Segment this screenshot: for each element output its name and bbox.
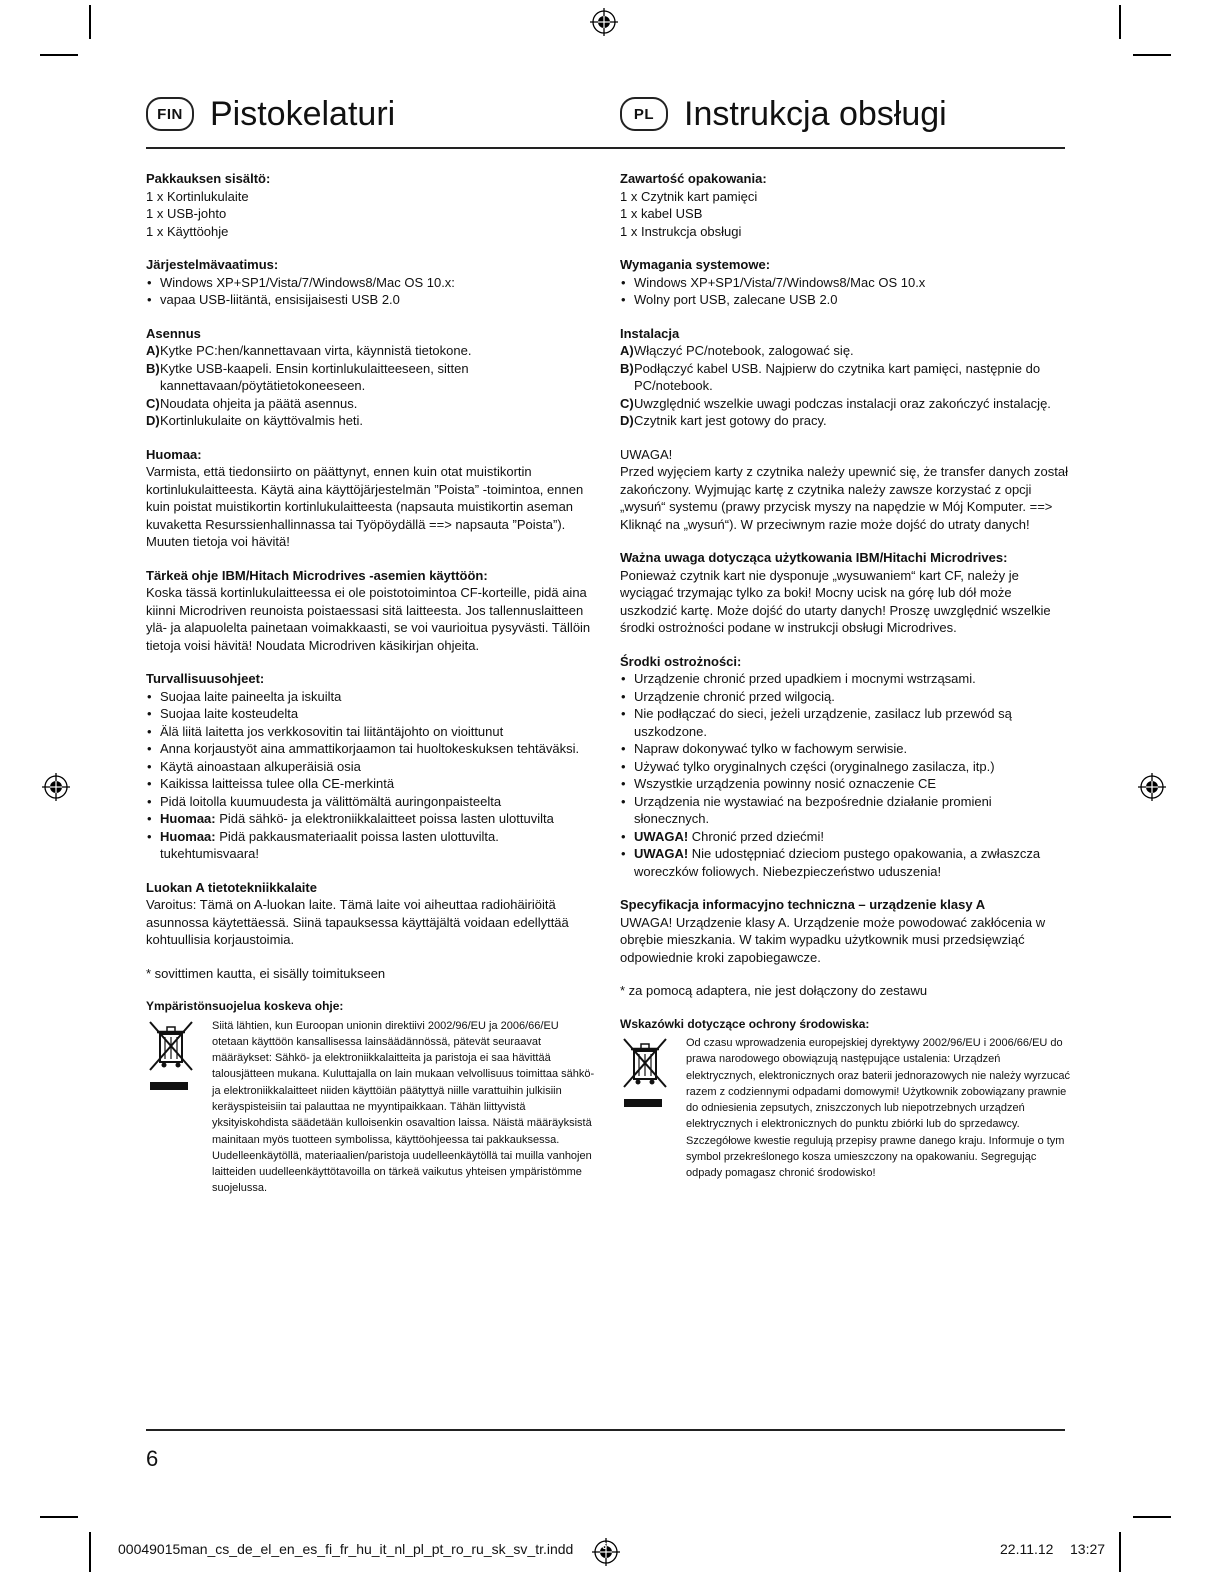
- footer-date: 22.11.12: [1000, 1541, 1054, 1557]
- environment-section: [620, 1016, 1070, 1182]
- system-requirements: [146, 256, 596, 309]
- registration-mark-icon: [42, 773, 70, 801]
- install-step: C) Uwzględnić wszelkie uwagi podczas instalacji oraz zakończyć instalację.: [620, 395, 1051, 411]
- list-item: • Urządzenie chronić przed wilgocią.: [620, 688, 1070, 706]
- list-item: • UWAGA! Chronić przed dziećmi!: [620, 828, 1070, 846]
- install-step: A) Włączyć PC/notebook, zalogować się.: [620, 343, 854, 358]
- section-heading: Tärkeä ohje IBM/Hitach Microdrives -asemien käyttöön:: [146, 567, 488, 583]
- crop-mark: [1133, 54, 1171, 56]
- list-item: • Urządzenia nie wystawiać na bezpośrednie działanie promieni słonecznych.: [620, 793, 1070, 828]
- paragraph: Przed wyjęciem karty z czytnika należy upewnić się, że transfer danych został zakończony. Wyjmując kartę z czytnika należy zawsze korzystać z opcji „wysuń“ systemu (prawy przycisk myszy na napędzie w Mój Komputer. ==> Kliknąć na „wysuń“). W przeciwnym razie może dojść do utraty danych!: [620, 464, 1068, 532]
- environment-section: [146, 998, 596, 1197]
- paragraph: * sovittimen kautta, ei sisälly toimitukseen: [146, 965, 386, 981]
- section-heading: Järjestelmävaatimus:: [146, 257, 279, 272]
- install-step: B) Podłączyć kabel USB. Najpierw do czytnika kart pamięci, następnie do PC/notebook.: [620, 360, 1041, 393]
- crop-mark: [1119, 5, 1121, 39]
- footer-page-ref: 6: [602, 1541, 608, 1551]
- section-heading: Wymagania systemowe:: [620, 257, 771, 272]
- list-item: • Wolny port USB, zalecane USB 2.0: [620, 291, 1070, 309]
- list-item: • Älä liitä laitetta jos verkkosovitin tai liitäntäjohto on vioittunut: [146, 723, 596, 741]
- package-contents: [620, 170, 1070, 240]
- pl-column: [620, 170, 1070, 1182]
- installation: [146, 325, 596, 430]
- fi-column: [146, 170, 596, 1197]
- paragraph: UWAGA! Urządzenie klasy A. Urządzenie może powodować zakłócenia w obrębie mieszkania. W takim wypadku użytkownik musi przedsięwziąć odpowiednie kroki zapobiegawcze.: [620, 914, 1046, 965]
- page-title: Pistokelaturi: [210, 94, 396, 133]
- paragraph: * za pomocą adaptera, nie jest dołączony do zestawu: [620, 983, 928, 998]
- list-item: • Windows XP+SP1/Vista/7/Windows8/Mac OS 10.x: [620, 274, 1070, 292]
- note-section: [146, 446, 596, 551]
- list-item: • Urządzenie chronić przed upadkiem i mocnymi wstrząsami.: [620, 670, 1070, 688]
- section-heading: Asennus: [146, 325, 201, 341]
- list-item: 1 x USB-johto: [146, 206, 227, 221]
- section-heading: Instalacja: [620, 325, 680, 341]
- adapter-note: [146, 965, 596, 983]
- note-section: [620, 446, 1070, 534]
- page-number: 6: [146, 1446, 159, 1471]
- list-item: • Anna korjaustyöt aina ammattikorjaamon tai huoltokeskuksen tehtäväksi.: [146, 740, 596, 758]
- crop-mark: [89, 5, 91, 39]
- safety-section: [146, 670, 596, 863]
- adapter-note: [620, 982, 1070, 1000]
- list-item: 1 x Czytnik kart pamięci: [620, 188, 758, 204]
- language-badge: PL: [620, 97, 668, 131]
- pl-header: [620, 92, 947, 136]
- list-item: • Wszystkie urządzenia powinny nosić oznaczenie CE: [620, 775, 1070, 793]
- list-item: • Suojaa laite paineelta ja iskuilta: [146, 688, 596, 706]
- footer-time: 13:27: [1070, 1541, 1106, 1557]
- install-step: D) Kortinlukulaite on käyttövalmis heti.: [146, 413, 364, 428]
- page-title: Instrukcja obsługi: [684, 94, 947, 133]
- list-item: • Käytä ainoastaan alkuperäisiä osia: [146, 758, 596, 776]
- list-item: • Huomaa: Pidä pakkausmateriaalit poissa lasten ulottuvilta. tukehtumisvaara!: [146, 828, 596, 863]
- list-item: • Suojaa laite kosteudelta: [146, 705, 596, 723]
- environment-text: Siitä lähtien, kun Euroopan unionin direktiivi 2002/96/EU ja 2006/66/EU otetaan käyttöön kansallisessa lainsäädännössä, pätevät seuraavat määräykset: Sähkö- ja elektroniikkalaitteita ja paristoja ei saa hävittää talousjätteen mukana. Kuluttajalla on lain mukaan velvollisuus toimittaa sähkö- ja elektroniikkalaitteet niiden käyttöiän päätyttyä niille varattuihin julkisiin keräyspisteisiin tai palauttaa ne myyntipaikkaan. Tähän liittyvistä yksityiskohdista säädetään kulloisenkin osavaltion laissa. Näistä määräyksistä mainitaan myös tuotteen symbolissa, käyttöohjeessa tai pakkauksessa. Uudelleenkäytöllä, materiaalien/paristoja uudelleenkäytöllä tai muilla vanhojen laitteiden uudelleenkäyttötavoilla on tärkeä vaikutus yhteisen ympäristömme suojelussa.: [212, 1019, 595, 1195]
- install-step: D) Czytnik kart jest gotowy do pracy.: [620, 413, 827, 428]
- section-heading: Ważna uwaga dotycząca użytkowania IBM/Hitachi Microdrives:: [620, 550, 1008, 565]
- install-step: B) Kytke USB-kaapeli. Ensin kortinlukulaitteeseen, sitten kannettavaan/pöytätietokoneeseen.: [146, 360, 469, 393]
- microdrive-section: [146, 567, 596, 655]
- package-contents: [146, 170, 596, 240]
- paragraph: Koska tässä kortinlukulaitteessa ei ole poistotoimintoa CF-korteille, pidä aina kiinni Microdriven reunoista poistaessasi sitä laitteesta. Jos tallennuslaitteen ylä- ja alapuolelta painetaan voimakkaasti, se voi vaurioitua pysyvästi. Tällöin tietoja voisi hävitä! Noudata Microdriven käsikirjan ohjeita.: [146, 585, 591, 653]
- list-item: • Pidä loitolla kuumuudesta ja välittömältä auringonpaisteelta: [146, 793, 596, 811]
- class-a-section: [146, 879, 596, 949]
- install-step: C) Noudata ohjeita ja päätä asennus.: [146, 395, 358, 411]
- list-item: 1 x Instrukcja obsługi: [620, 223, 742, 239]
- weee-bin-icon: [620, 1035, 686, 1182]
- crop-mark: [89, 1532, 91, 1572]
- section-heading: Turvallisuusohjeet:: [146, 671, 265, 686]
- section-heading: Pakkauksen sisältö:: [146, 171, 271, 186]
- crop-mark: [40, 54, 78, 56]
- list-item: 1 x Kortinlukulaite: [146, 188, 249, 204]
- class-a-section: [620, 896, 1070, 966]
- section-heading: Huomaa:: [146, 446, 202, 462]
- section-heading: UWAGA!: [620, 446, 673, 462]
- header-rule: [146, 147, 1065, 149]
- system-requirements: [620, 256, 1070, 309]
- section-heading: Zawartość opakowania:: [620, 171, 767, 186]
- install-step: A) Kytke PC:hen/kannettavaan virta, käynnistä tietokone.: [146, 343, 472, 358]
- list-item: • Napraw dokonywać tylko w fachowym serwisie.: [620, 740, 1070, 758]
- list-item: 1 x kabel USB: [620, 206, 703, 221]
- section-heading: Ympäristönsuojelua koskeva ohje:: [146, 999, 344, 1013]
- footer-filename: 00049015man_cs_de_el_en_es_fi_fr_hu_it_nl_pl_pt_ro_ru_sk_sv_tr.indd: [118, 1541, 574, 1557]
- installation: [620, 325, 1070, 430]
- language-badge: FIN: [146, 97, 194, 131]
- section-heading: Luokan A tietotekniikkalaite: [146, 879, 317, 895]
- microdrive-section: [620, 549, 1070, 637]
- crop-mark: [1133, 1516, 1171, 1518]
- weee-bin-icon: [146, 1018, 212, 1197]
- crop-mark: [1119, 1532, 1121, 1572]
- footer-rule: [146, 1429, 1065, 1431]
- section-heading: Wskazówki dotyczące ochrony środowiska:: [620, 1016, 870, 1031]
- paragraph: Ponieważ czytnik kart nie dysponuje „wysuwaniem“ kart CF, należy je wyciągać trzymając tylko za boki! Mocny ucisk na górę lub dół może uszkodzić kartę. Może dojść do utarty danych! Proszę uwzględnić wszelkie środki ostrożności podane w instrukcji obsługi Microdrives.: [620, 567, 1051, 635]
- list-item: • Windows XP+SP1/Vista/7/Windows8/Mac OS 10.x:: [146, 274, 596, 292]
- registration-mark-icon: [1138, 773, 1166, 801]
- environment-text: Od czasu wprowadzenia europejskiej dyrektywy 2002/96/EU i 2006/66/EU do prawa narodowego obowiązują następujące ustalenia: Urządzeń elektrycznych, elektronicznych oraz baterii jednorazowych nie należy wyrzucać razem z codziennymi odpadami domowymi! Użytkownik zobowiązany prawnie do odniesienia zepsutych, zniszczonych lub niepotrzebnych urządzeń elektrycznych i elektronicznych do punktu zbiórki lub do sprzedawcy. Szczegółowe kwestie regulują przepisy prawne danego kraju. Informuje o tym symbol przekreślonego kosza umieszczony na opakowaniu. Segregując odpady pomagasz chronić środowisko!: [686, 1037, 1070, 1180]
- crop-mark: [40, 1516, 78, 1518]
- paragraph: Varmista, että tiedonsiirto on päättynyt, ennen kuin otat muistikortin kortinlukulaitteesta. Käytä aina käyttöjärjestelmän ”Poista” -toimintoa, ennen kuin poistat muistikortin kortinlukulaitteesta (napsauta muistikortin aseman kuvaketta Resurssienhallinnassa tai Työpöydällä ==> napsauta ”Poista”). Muuten tietoja voi hävitä!: [146, 464, 584, 549]
- list-item: • vapaa USB-liitäntä, ensisijaisesti USB 2.0: [146, 291, 596, 309]
- fi-header: [146, 92, 395, 136]
- list-item: • UWAGA! Nie udostępniać dzieciom pustego opakowania, a zwłaszcza woreczków foliowych. Niebezpieczeństwo uduszenia!: [620, 845, 1070, 880]
- list-item: • Huomaa: Pidä sähkö- ja elektroniikkalaitteet poissa lasten ulottuvilta: [146, 810, 596, 828]
- list-item: 1 x Käyttöohje: [146, 223, 229, 239]
- list-item: • Używać tylko oryginalnych części (oryginalnego zasilacza, itp.): [620, 758, 1070, 776]
- list-item: • Kaikissa laitteissa tulee olla CE-merkintä: [146, 775, 596, 793]
- registration-mark-icon: [590, 8, 618, 36]
- section-heading: Środki ostrożności:: [620, 653, 742, 669]
- safety-section: [620, 653, 1070, 881]
- list-item: • Nie podłączać do sieci, jeżeli urządzenie, zasilacz lub przewód są uszkodzone.: [620, 705, 1070, 740]
- section-heading: Specyfikacja informacyjno techniczna – urządzenie klasy A: [620, 897, 986, 912]
- paragraph: Varoitus: Tämä on A-luokan laite. Tämä laite voi aiheuttaa radiohäiriöitä asunnossa käytettäessä. Siinä tapauksessa käyttäjältä voidaan edellyttää kohtuullisia korjaustoimia.: [146, 897, 569, 947]
